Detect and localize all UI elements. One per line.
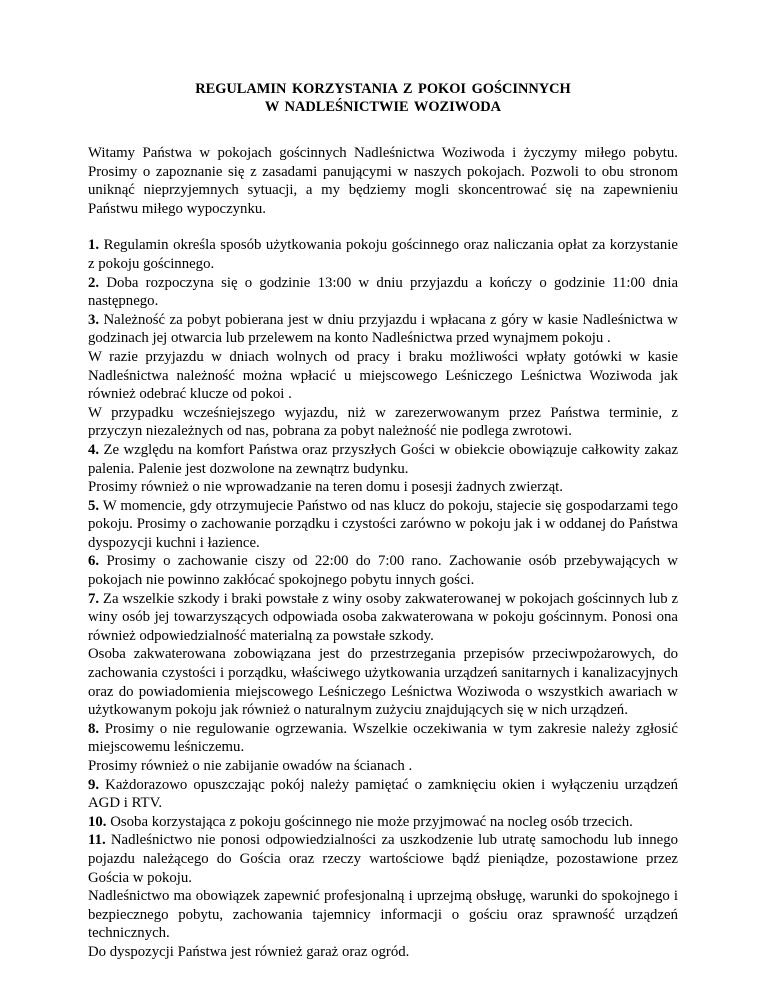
rule-number: 2. (88, 274, 100, 291)
rule-paragraph (88, 720, 678, 757)
rule-paragraph (88, 478, 678, 497)
rule-paragraph (88, 497, 678, 553)
rule-number: 10. (88, 813, 107, 830)
rule-text: Ze względu na komfort Państwa oraz przyszłych Gości w obiekcie obowiązuje całkowity zakaz palenia. Palenie jest dozwolone na zewnątrz budynku. (88, 441, 679, 477)
rule-number: 11. (88, 832, 106, 849)
rules-list (88, 236, 678, 961)
rule-paragraph (88, 831, 678, 887)
rule-number: 5. (88, 497, 100, 514)
rule-number: 8. (88, 720, 100, 737)
rule-paragraph (88, 590, 678, 646)
rule-text: Należność za pobyt pobierana jest w dniu przyjazdu i wpłacana z góry w kasie Nadleśnictwa w godzinach jej otwarcia lub przelewem na konto Nadleśnictwa przed wynajmem pokoju . (88, 311, 678, 347)
intro-paragraph: Witamy Państwa w pokojach gościnnych Nadleśnictwa Woziwoda i życzymy miłego pobytu. Prosimy o zapoznanie się z zasadami panującymi w naszych pokojach. Pozwoli to obu stronom uniknąć nieprzyjemnych sytuacji, a my będziemy mogli skoncentrować się na zapewnieniu Państwu miłego wypoczynku. (88, 145, 678, 217)
rule-paragraph (88, 552, 678, 589)
rule-text: Nadleśnictwo ma obowiązek zapewnić profesjonalną i uprzejmą obsługę, warunki do spokojnego i bezpiecznego pobytu, zachowania tajemnicy informacji o gościu oraz sprawność urządzeń technicznych. (88, 888, 678, 942)
rule-text: W momencie, gdy otrzymujecie Państwo od nas klucz do pokoju, stajecie się gospodarzami tego pokoju. Prosimy o zachowanie porządku i czystości zarówno w pokoju jak i w oddanej do Państwa dyspozycji kuchni i łazience. (88, 497, 678, 551)
rule-number: 9. (88, 776, 100, 793)
rule-paragraph (88, 943, 678, 962)
rule-paragraph (88, 236, 678, 273)
rule-number: 4. (88, 441, 100, 458)
rule-number: 7. (88, 590, 100, 607)
rule-paragraph (88, 813, 678, 832)
rule-text: Do dyspozycji Państwa jest również garaż oraz ogród. (88, 943, 410, 960)
rule-text: W przypadku wcześniejszego wyjazdu, niż w zarezerwowanym przez Państwa terminie, z przyczyn niezależnych od nas, pobrana za pobyt należność nie podlega zwrotowi. (88, 404, 678, 440)
rule-paragraph (88, 311, 678, 348)
title-line-2: W NADLEŚNICTWIE WOZIWODA (264, 99, 502, 115)
rule-paragraph (88, 404, 678, 441)
rule-text: Prosimy również o nie zabijanie owadów na ścianach . (88, 758, 413, 774)
rule-paragraph (88, 274, 678, 311)
title-line-1: REGULAMIN KORZYSTANIA Z POKOI GOŚCINNYCH (195, 81, 571, 97)
rule-paragraph (88, 348, 678, 404)
rule-paragraph (88, 757, 678, 776)
document-title (88, 80, 678, 116)
rule-text: Prosimy również o nie wprowadzanie na teren domu i posesji żadnych zwierząt. (88, 479, 563, 496)
rule-text: Prosimy o nie regulowanie ogrzewania. Wszelkie oczekiwania w tym zakresie należy zgłosić miejscowemu leśniczemu. (88, 720, 678, 756)
rule-text: Osoba korzystająca z pokoju gościnnego nie może przyjmować na nocleg osób trzecich. (110, 813, 633, 830)
rule-text: Nadleśnictwo nie ponosi odpowiedzialności za uszkodzenie lub utratę samochodu lub innego pojazdu należącego do Gościa oraz rzeczy wartościowe bądź pieniądze, pozostawione przez Gościa w pokoju. (88, 832, 678, 886)
rule-paragraph (88, 887, 678, 943)
rule-number: 3. (88, 311, 100, 328)
rule-text: Osoba zakwaterowana zobowiązana jest do przestrzegania przepisów przeciwpożarowych, do zachowania czystości i porządku, właściwego użytkowania urządzeń sanitarnych i kanalizacyjnych oraz do powiadomienia miejscowego Leśniczego Leśnictwa Woziwoda o wszystkich awariach w użytkowanym pokoju jak również o naturalnym zużyciu znajdujących się w nich urządzeń. (88, 646, 678, 719)
rule-paragraph (88, 776, 678, 813)
document-page (88, 80, 678, 962)
rule-text: Prosimy o zachowanie ciszy od 22:00 do 7:00 rano. Zachowanie osób przebywających w pokojach nie powinno zakłócać spokojnego pobytu innych gości. (88, 553, 678, 589)
rule-text: Każdorazowo opuszczając pokój należy pamiętać o zamknięciu okien i wyłączeniu urządzeń AGD i RTV. (88, 776, 678, 812)
rule-text: W razie przyjazdu w dniach wolnych od pracy i braku możliwości wpłaty gotówki w kasie Nadleśnictwa należność można wpłacić u miejscowego Leśniczego Leśnictwa Woziwoda jak również odebrać klucze od pokoi . (88, 348, 678, 403)
rule-number: 6. (88, 553, 100, 570)
rule-text: Doba rozpoczyna się o godzinie 13:00 w dniu przyjazdu a kończy o godzinie 11:00 dnia następnego. (88, 274, 679, 310)
rule-paragraph (88, 645, 678, 719)
rule-text: Za wszelkie szkody i braki powstałe z winy osoby zakwaterowanej w pokojach gościnnych lub z winy osób jej towarzyszących odpowiada osoba zakwaterowana w pokoju gościnnym. Ponosi ona również odpowiedzialność materialną za powstałe szkody. (88, 590, 679, 644)
rule-text: Regulamin określa sposób użytkowania pokoju gościnnego oraz naliczania opłat za korzystanie z pokoju gościnnego. (88, 237, 678, 272)
rule-paragraph (88, 441, 678, 478)
rule-number: 1. (88, 237, 100, 254)
